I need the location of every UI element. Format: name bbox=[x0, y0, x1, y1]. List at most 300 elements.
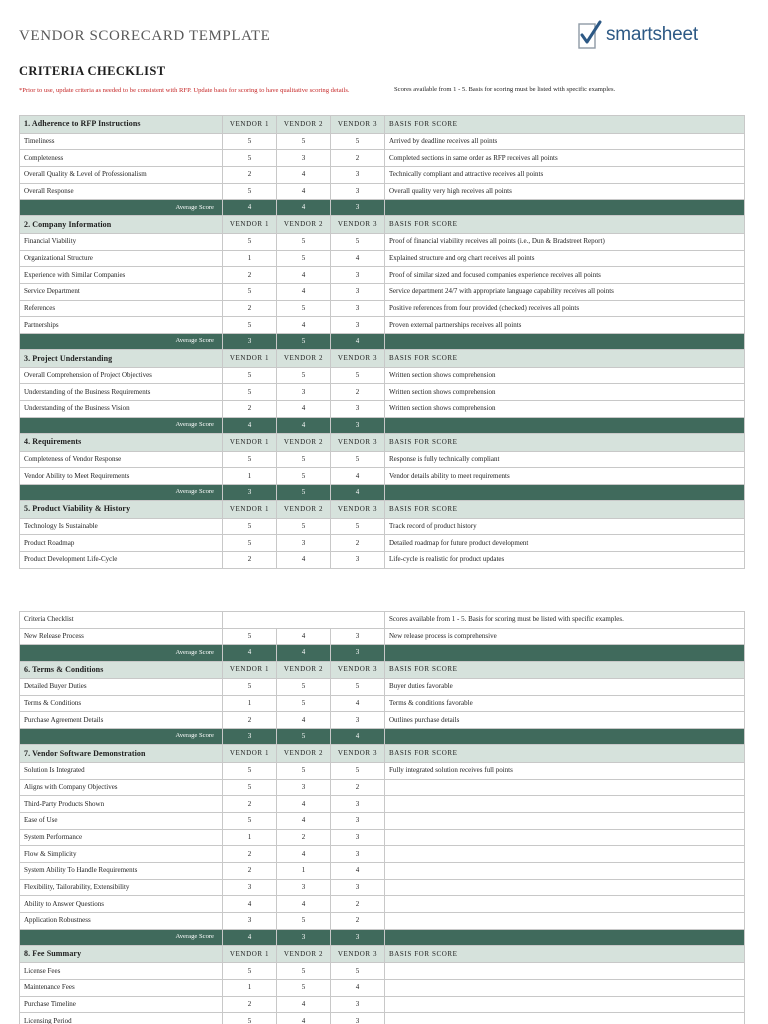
criteria-name: Purchase Timeline bbox=[20, 996, 223, 1013]
criteria-name: Understanding of the Business Requirements bbox=[20, 384, 223, 401]
vendor-3-average: 3 bbox=[331, 645, 385, 661]
vendor-2-score: 5 bbox=[277, 762, 331, 779]
vendor-3-score: 3 bbox=[331, 267, 385, 284]
average-blank-cell bbox=[385, 334, 745, 350]
criteria-name: Maintenance Fees bbox=[20, 980, 223, 997]
criteria-row bbox=[20, 762, 745, 779]
vendor-2-score: 5 bbox=[277, 250, 331, 267]
basis-text bbox=[385, 963, 745, 980]
section-title: 5. Product Viability & History bbox=[20, 501, 223, 519]
criteria-row bbox=[20, 963, 745, 980]
vendor-3-score: 4 bbox=[331, 862, 385, 879]
basis-text bbox=[385, 779, 745, 796]
vendor-1-header: VENDOR 1 bbox=[223, 661, 277, 679]
vendor-1-score: 5 bbox=[223, 284, 277, 301]
vendor-1-average: 3 bbox=[223, 729, 277, 745]
basis-header: BASIS FOR SCORE bbox=[385, 501, 745, 519]
vendor-2-average: 5 bbox=[277, 334, 331, 350]
vendor-3-score: 2 bbox=[331, 913, 385, 930]
criteria-name: Purchase Agreement Details bbox=[20, 712, 223, 729]
vendor-2-score: 3 bbox=[277, 879, 331, 896]
section-title: 7. Vendor Software Demonstration bbox=[20, 745, 223, 763]
average-score-label: Average Score bbox=[20, 484, 223, 500]
basis-text bbox=[385, 913, 745, 930]
vendor-1-header: VENDOR 1 bbox=[223, 745, 277, 763]
vendor-2-score: 2 bbox=[277, 829, 331, 846]
section-title: 8. Fee Summary bbox=[20, 945, 223, 963]
vendor-1-score: 2 bbox=[223, 712, 277, 729]
vendor-1-average: 4 bbox=[223, 645, 277, 661]
basis-text bbox=[385, 1013, 745, 1024]
vendor-2-score: 5 bbox=[277, 133, 331, 150]
vendor-2-score: 4 bbox=[277, 796, 331, 813]
vendor-2-score: 3 bbox=[277, 150, 331, 167]
basis-header: BASIS FOR SCORE bbox=[385, 661, 745, 679]
basis-header: BASIS FOR SCORE bbox=[385, 116, 745, 134]
subheader-basis: Scores available from 1 - 5. Basis for scoring must be listed with specific examples. bbox=[385, 612, 745, 629]
vendor-3-score: 3 bbox=[331, 1013, 385, 1024]
vendor-2-header: VENDOR 2 bbox=[277, 501, 331, 519]
criteria-name: Flow & Simplicity bbox=[20, 846, 223, 863]
vendor-3-score: 5 bbox=[331, 133, 385, 150]
basis-text bbox=[385, 879, 745, 896]
criteria-row bbox=[20, 1013, 745, 1024]
vendor-1-header: VENDOR 1 bbox=[223, 216, 277, 234]
vendor-3-score: 5 bbox=[331, 451, 385, 468]
criteria-name: Technology Is Sustainable bbox=[20, 518, 223, 535]
criteria-row bbox=[20, 812, 745, 829]
average-score-label: Average Score bbox=[20, 729, 223, 745]
section-title: 3. Project Understanding bbox=[20, 350, 223, 368]
section-header-row bbox=[20, 945, 745, 963]
section-title: 4. Requirements bbox=[20, 434, 223, 452]
instruction-note: *Prior to use, update criteria as needed to be consistent with RFP. Update basis for scoring to have qualitative scoring details. bbox=[19, 87, 350, 94]
basis-text: Arrived by deadline receives all points bbox=[385, 133, 745, 150]
logo-wordmark: smartsheet bbox=[606, 24, 698, 45]
criteria-name: Experience with Similar Companies bbox=[20, 267, 223, 284]
section-header-row bbox=[20, 501, 745, 519]
criteria-row bbox=[20, 551, 745, 568]
vendor-2-header: VENDOR 2 bbox=[277, 216, 331, 234]
vendor-1-score: 2 bbox=[223, 996, 277, 1013]
section-title: 6. Terms & Conditions bbox=[20, 661, 223, 679]
vendor-1-score: 5 bbox=[223, 150, 277, 167]
vendor-3-score: 3 bbox=[331, 166, 385, 183]
vendor-2-score: 5 bbox=[277, 468, 331, 485]
vendor-1-score: 2 bbox=[223, 862, 277, 879]
vendor-2-score: 5 bbox=[277, 233, 331, 250]
criteria-row bbox=[20, 695, 745, 712]
section-header-row bbox=[20, 745, 745, 763]
criteria-row bbox=[20, 300, 745, 317]
vendor-1-header: VENDOR 1 bbox=[223, 945, 277, 963]
vendor-1-score: 3 bbox=[223, 879, 277, 896]
vendor-3-score: 5 bbox=[331, 963, 385, 980]
basis-text bbox=[385, 812, 745, 829]
criteria-name: Terms & Conditions bbox=[20, 695, 223, 712]
vendor-3-score: 3 bbox=[331, 879, 385, 896]
criteria-name: License Fees bbox=[20, 963, 223, 980]
criteria-row bbox=[20, 317, 745, 334]
basis-text: Proof of similar sized and focused companies experience receives all points bbox=[385, 267, 745, 284]
average-score-row bbox=[20, 334, 745, 350]
scoring-note: Scores available from 1 - 5. Basis for scoring must be listed with specific examples. bbox=[394, 86, 616, 93]
vendor-1-score: 2 bbox=[223, 551, 277, 568]
vendor-2-score: 3 bbox=[277, 384, 331, 401]
vendor-3-score: 5 bbox=[331, 518, 385, 535]
criteria-row bbox=[20, 712, 745, 729]
criteria-row bbox=[20, 384, 745, 401]
average-score-row bbox=[20, 929, 745, 945]
basis-header: BASIS FOR SCORE bbox=[385, 434, 745, 452]
basis-header: BASIS FOR SCORE bbox=[385, 745, 745, 763]
section-header-row bbox=[20, 116, 745, 134]
vendor-1-score: 5 bbox=[223, 1013, 277, 1024]
vendor-2-average: 3 bbox=[277, 929, 331, 945]
criteria-name: Partnerships bbox=[20, 317, 223, 334]
basis-text: Detailed roadmap for future product development bbox=[385, 535, 745, 552]
vendor-1-score: 5 bbox=[223, 628, 277, 645]
basis-text: Terms & conditions favorable bbox=[385, 695, 745, 712]
criteria-name: Ease of Use bbox=[20, 812, 223, 829]
criteria-name: Overall Quality & Level of Professionalism bbox=[20, 166, 223, 183]
criteria-row bbox=[20, 996, 745, 1013]
vendor-3-score: 5 bbox=[331, 679, 385, 696]
criteria-name: Ability to Answer Questions bbox=[20, 896, 223, 913]
basis-text bbox=[385, 846, 745, 863]
scorecard-table-1 bbox=[19, 115, 745, 569]
criteria-name: Financial Viability bbox=[20, 233, 223, 250]
basis-text: New release process is comprehensive bbox=[385, 628, 745, 645]
vendor-3-score: 3 bbox=[331, 317, 385, 334]
subheader-criteria: Criteria Checklist bbox=[20, 612, 223, 629]
basis-text: Vendor details ability to meet requirements bbox=[385, 468, 745, 485]
criteria-row bbox=[20, 367, 745, 384]
average-blank-cell bbox=[385, 729, 745, 745]
vendor-1-score: 5 bbox=[223, 183, 277, 200]
vendor-3-average: 3 bbox=[331, 417, 385, 433]
basis-text bbox=[385, 862, 745, 879]
vendor-3-score: 3 bbox=[331, 284, 385, 301]
vendor-3-score: 3 bbox=[331, 796, 385, 813]
criteria-row bbox=[20, 628, 745, 645]
criteria-row bbox=[20, 679, 745, 696]
criteria-name: Licensing Period bbox=[20, 1013, 223, 1024]
vendor-1-score: 1 bbox=[223, 695, 277, 712]
section-header-row bbox=[20, 216, 745, 234]
vendor-1-average: 3 bbox=[223, 484, 277, 500]
criteria-row bbox=[20, 896, 745, 913]
vendor-3-score: 5 bbox=[331, 233, 385, 250]
basis-text: Written section shows comprehension bbox=[385, 384, 745, 401]
vendor-2-score: 4 bbox=[277, 401, 331, 418]
criteria-name: Overall Response bbox=[20, 183, 223, 200]
vendor-2-score: 5 bbox=[277, 451, 331, 468]
criteria-row bbox=[20, 133, 745, 150]
criteria-row bbox=[20, 980, 745, 997]
average-blank-cell bbox=[385, 417, 745, 433]
average-blank-cell bbox=[385, 645, 745, 661]
average-score-label: Average Score bbox=[20, 645, 223, 661]
vendor-1-score: 5 bbox=[223, 535, 277, 552]
vendor-1-score: 5 bbox=[223, 133, 277, 150]
vendor-3-score: 2 bbox=[331, 779, 385, 796]
vendor-2-score: 5 bbox=[277, 518, 331, 535]
vendor-2-score: 3 bbox=[277, 535, 331, 552]
basis-text bbox=[385, 829, 745, 846]
vendor-3-score: 3 bbox=[331, 183, 385, 200]
average-score-row bbox=[20, 484, 745, 500]
basis-text: Explained structure and org chart receives all points bbox=[385, 250, 745, 267]
average-score-row bbox=[20, 417, 745, 433]
vendor-2-score: 5 bbox=[277, 695, 331, 712]
vendor-3-score: 3 bbox=[331, 712, 385, 729]
basis-header: BASIS FOR SCORE bbox=[385, 945, 745, 963]
section-title: 1. Adherence to RFP Instructions bbox=[20, 116, 223, 134]
section-header-row bbox=[20, 434, 745, 452]
criteria-name: Third-Party Products Shown bbox=[20, 796, 223, 813]
vendor-3-score: 4 bbox=[331, 695, 385, 712]
vendor-2-header: VENDOR 2 bbox=[277, 661, 331, 679]
basis-text: Overall quality very high receives all points bbox=[385, 183, 745, 200]
vendor-1-score: 2 bbox=[223, 166, 277, 183]
vendor-1-score: 5 bbox=[223, 317, 277, 334]
vendor-2-score: 4 bbox=[277, 284, 331, 301]
vendor-1-score: 4 bbox=[223, 896, 277, 913]
vendor-1-average: 4 bbox=[223, 929, 277, 945]
criteria-name: Product Roadmap bbox=[20, 535, 223, 552]
criteria-row bbox=[20, 267, 745, 284]
smartsheet-logo bbox=[578, 20, 718, 54]
criteria-row bbox=[20, 913, 745, 930]
criteria-name: Application Robustness bbox=[20, 913, 223, 930]
vendor-3-score: 3 bbox=[331, 829, 385, 846]
average-score-label: Average Score bbox=[20, 200, 223, 216]
criteria-row bbox=[20, 829, 745, 846]
vendor-1-score: 2 bbox=[223, 796, 277, 813]
basis-text: Service department 24/7 with appropriate language capability receives all points bbox=[385, 284, 745, 301]
basis-text: Proof of financial viability receives all points (i.e., Dun & Bradstreet Report) bbox=[385, 233, 745, 250]
vendor-3-header: VENDOR 3 bbox=[331, 745, 385, 763]
criteria-name: Organizational Structure bbox=[20, 250, 223, 267]
vendor-3-score: 2 bbox=[331, 150, 385, 167]
document-title: VENDOR SCORECARD TEMPLATE bbox=[19, 28, 271, 44]
vendor-1-score: 5 bbox=[223, 679, 277, 696]
continuation-subheader-row bbox=[20, 612, 745, 629]
basis-text bbox=[385, 796, 745, 813]
vendor-3-average: 4 bbox=[331, 729, 385, 745]
vendor-3-average: 4 bbox=[331, 484, 385, 500]
scorecard-table-2 bbox=[19, 611, 745, 1024]
criteria-row bbox=[20, 150, 745, 167]
vendor-2-score: 4 bbox=[277, 996, 331, 1013]
criteria-name: System Performance bbox=[20, 829, 223, 846]
vendor-2-score: 5 bbox=[277, 679, 331, 696]
vendor-3-header: VENDOR 3 bbox=[331, 350, 385, 368]
basis-text: Fully integrated solution receives full points bbox=[385, 762, 745, 779]
criteria-name: Overall Comprehension of Project Objectives bbox=[20, 367, 223, 384]
vendor-2-score: 4 bbox=[277, 712, 331, 729]
vendor-3-score: 3 bbox=[331, 996, 385, 1013]
vendor-3-score: 5 bbox=[331, 762, 385, 779]
vendor-2-header: VENDOR 2 bbox=[277, 434, 331, 452]
vendor-3-score: 2 bbox=[331, 535, 385, 552]
vendor-2-score: 4 bbox=[277, 267, 331, 284]
vendor-3-header: VENDOR 3 bbox=[331, 501, 385, 519]
basis-text: Proven external partnerships receives all points bbox=[385, 317, 745, 334]
criteria-name: New Release Process bbox=[20, 628, 223, 645]
average-blank-cell bbox=[385, 929, 745, 945]
vendor-2-average: 5 bbox=[277, 484, 331, 500]
vendor-3-score: 3 bbox=[331, 401, 385, 418]
vendor-1-score: 2 bbox=[223, 846, 277, 863]
criteria-row bbox=[20, 862, 745, 879]
vendor-1-score: 1 bbox=[223, 829, 277, 846]
vendor-1-score: 5 bbox=[223, 762, 277, 779]
vendor-2-score: 5 bbox=[277, 300, 331, 317]
vendor-1-score: 5 bbox=[223, 233, 277, 250]
criteria-row bbox=[20, 166, 745, 183]
basis-text: Outlines purchase details bbox=[385, 712, 745, 729]
vendor-1-average: 4 bbox=[223, 417, 277, 433]
vendor-3-score: 3 bbox=[331, 846, 385, 863]
vendor-3-score: 3 bbox=[331, 551, 385, 568]
vendor-1-header: VENDOR 1 bbox=[223, 434, 277, 452]
basis-text: Positive references from four provided (checked) receives all points bbox=[385, 300, 745, 317]
basis-text bbox=[385, 996, 745, 1013]
vendor-2-score: 5 bbox=[277, 963, 331, 980]
vendor-3-score: 3 bbox=[331, 812, 385, 829]
vendor-1-header: VENDOR 1 bbox=[223, 501, 277, 519]
vendor-2-score: 4 bbox=[277, 551, 331, 568]
vendor-3-average: 4 bbox=[331, 334, 385, 350]
criteria-name: Completeness of Vendor Response bbox=[20, 451, 223, 468]
vendor-3-score: 4 bbox=[331, 250, 385, 267]
average-score-label: Average Score bbox=[20, 334, 223, 350]
basis-text: Track record of product history bbox=[385, 518, 745, 535]
criteria-name: Understanding of the Business Vision bbox=[20, 401, 223, 418]
criteria-row bbox=[20, 518, 745, 535]
basis-text: Buyer duties favorable bbox=[385, 679, 745, 696]
vendor-1-score: 5 bbox=[223, 451, 277, 468]
basis-text: Life-cycle is realistic for product updates bbox=[385, 551, 745, 568]
vendor-2-score: 4 bbox=[277, 1013, 331, 1024]
vendor-1-score: 3 bbox=[223, 913, 277, 930]
criteria-row bbox=[20, 535, 745, 552]
vendor-1-header: VENDOR 1 bbox=[223, 350, 277, 368]
vendor-1-header: VENDOR 1 bbox=[223, 116, 277, 134]
vendor-1-score: 5 bbox=[223, 779, 277, 796]
basis-text bbox=[385, 896, 745, 913]
criteria-name: Flexibility, Tailorability, Extensibility bbox=[20, 879, 223, 896]
vendor-3-score: 4 bbox=[331, 468, 385, 485]
vendor-1-score: 5 bbox=[223, 367, 277, 384]
vendor-3-score: 2 bbox=[331, 384, 385, 401]
vendor-2-score: 1 bbox=[277, 862, 331, 879]
vendor-1-score: 2 bbox=[223, 267, 277, 284]
vendor-2-score: 3 bbox=[277, 779, 331, 796]
basis-text: Written section shows comprehension bbox=[385, 367, 745, 384]
basis-text: Completed sections in same order as RFP receives all points bbox=[385, 150, 745, 167]
vendor-1-score: 2 bbox=[223, 401, 277, 418]
vendor-3-score: 5 bbox=[331, 367, 385, 384]
basis-header: BASIS FOR SCORE bbox=[385, 216, 745, 234]
criteria-name: References bbox=[20, 300, 223, 317]
vendor-3-header: VENDOR 3 bbox=[331, 661, 385, 679]
criteria-row bbox=[20, 879, 745, 896]
vendor-2-header: VENDOR 2 bbox=[277, 745, 331, 763]
vendor-3-header: VENDOR 3 bbox=[331, 216, 385, 234]
vendor-1-score: 1 bbox=[223, 250, 277, 267]
basis-text: Response is fully technically compliant bbox=[385, 451, 745, 468]
vendor-3-header: VENDOR 3 bbox=[331, 434, 385, 452]
criteria-row bbox=[20, 284, 745, 301]
criteria-row bbox=[20, 183, 745, 200]
criteria-name: Timeliness bbox=[20, 133, 223, 150]
average-score-label: Average Score bbox=[20, 929, 223, 945]
basis-header: BASIS FOR SCORE bbox=[385, 350, 745, 368]
section-title: 2. Company Information bbox=[20, 216, 223, 234]
basis-text: Written section shows comprehension bbox=[385, 401, 745, 418]
criteria-name: Detailed Buyer Duties bbox=[20, 679, 223, 696]
vendor-2-header: VENDOR 2 bbox=[277, 945, 331, 963]
average-blank-cell bbox=[385, 484, 745, 500]
average-score-row bbox=[20, 729, 745, 745]
vendor-3-score: 4 bbox=[331, 980, 385, 997]
vendor-3-average: 3 bbox=[331, 200, 385, 216]
average-score-row bbox=[20, 200, 745, 216]
criteria-row bbox=[20, 250, 745, 267]
smartsheet-check-icon bbox=[578, 20, 602, 52]
criteria-name: Vendor Ability to Meet Requirements bbox=[20, 468, 223, 485]
vendor-2-average: 4 bbox=[277, 645, 331, 661]
vendor-3-score: 3 bbox=[331, 628, 385, 645]
vendor-3-score: 3 bbox=[331, 300, 385, 317]
vendor-2-average: 5 bbox=[277, 729, 331, 745]
basis-text bbox=[385, 980, 745, 997]
average-score-row bbox=[20, 645, 745, 661]
vendor-1-score: 5 bbox=[223, 384, 277, 401]
criteria-name: Service Department bbox=[20, 284, 223, 301]
vendor-2-score: 4 bbox=[277, 896, 331, 913]
vendor-1-score: 5 bbox=[223, 812, 277, 829]
criteria-row bbox=[20, 451, 745, 468]
vendor-1-average: 3 bbox=[223, 334, 277, 350]
vendor-2-average: 4 bbox=[277, 200, 331, 216]
section-header-row bbox=[20, 661, 745, 679]
section-header-row bbox=[20, 350, 745, 368]
vendor-1-score: 5 bbox=[223, 963, 277, 980]
vendor-1-score: 5 bbox=[223, 518, 277, 535]
vendor-3-header: VENDOR 3 bbox=[331, 945, 385, 963]
criteria-row bbox=[20, 779, 745, 796]
vendor-2-score: 4 bbox=[277, 628, 331, 645]
criteria-name: Aligns with Company Objectives bbox=[20, 779, 223, 796]
criteria-row bbox=[20, 468, 745, 485]
criteria-name: Solution Is Integrated bbox=[20, 762, 223, 779]
criteria-row bbox=[20, 796, 745, 813]
vendor-2-header: VENDOR 2 bbox=[277, 116, 331, 134]
section-title: CRITERIA CHECKLIST bbox=[19, 64, 166, 78]
vendor-2-score: 5 bbox=[277, 913, 331, 930]
vendor-2-score: 4 bbox=[277, 166, 331, 183]
vendor-2-average: 4 bbox=[277, 417, 331, 433]
vendor-2-score: 4 bbox=[277, 846, 331, 863]
vendor-2-score: 5 bbox=[277, 980, 331, 997]
vendor-1-score: 1 bbox=[223, 980, 277, 997]
vendor-1-score: 2 bbox=[223, 300, 277, 317]
criteria-row bbox=[20, 401, 745, 418]
